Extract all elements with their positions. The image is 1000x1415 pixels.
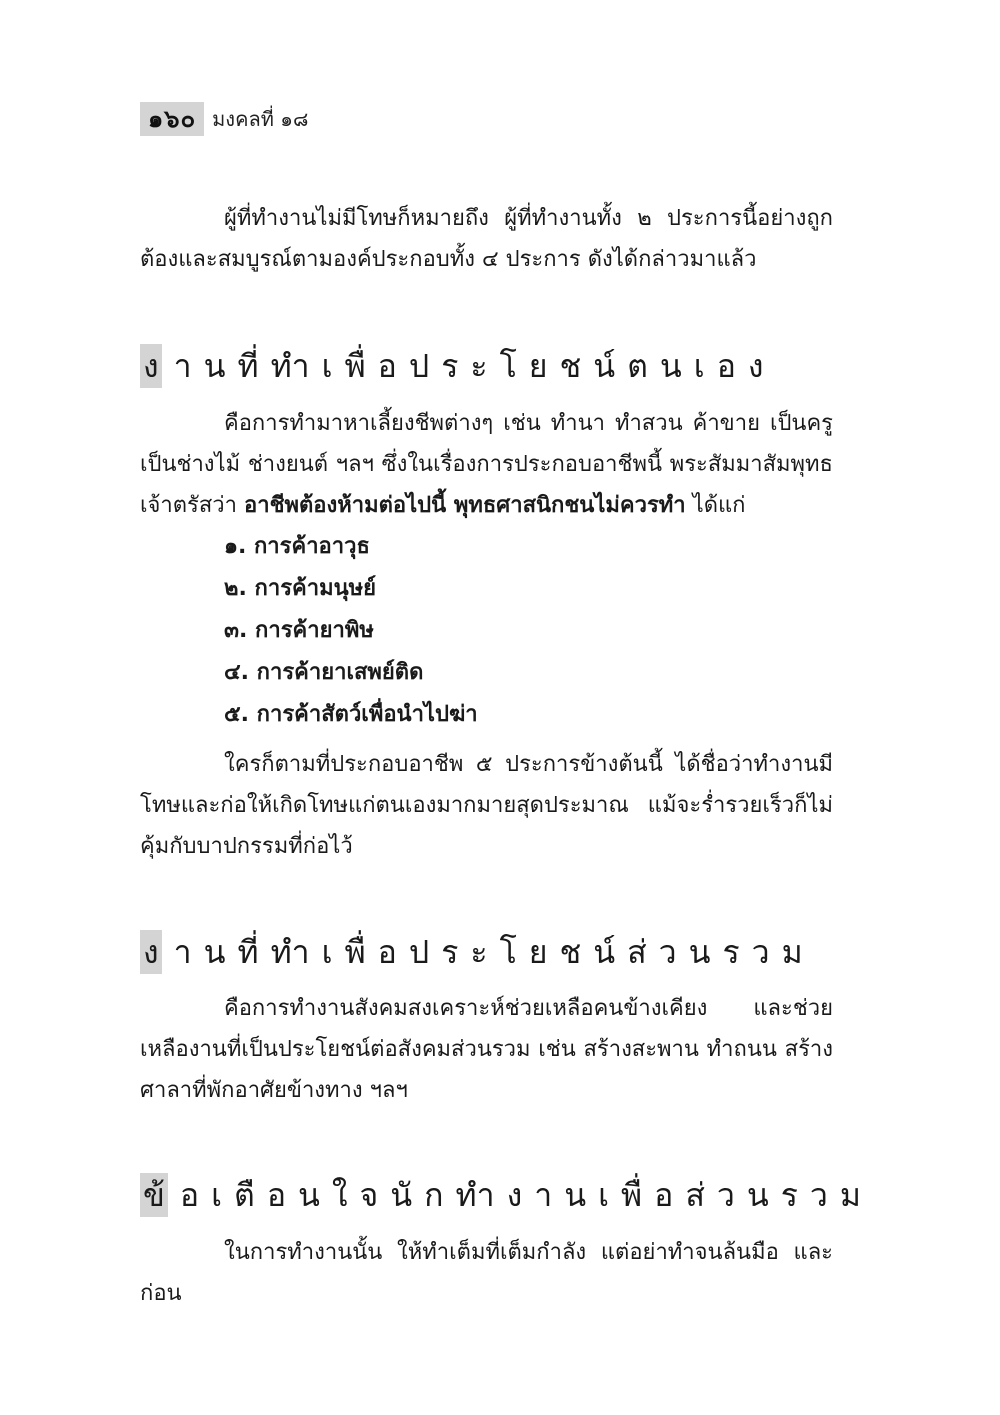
- heading-initial: ข้: [140, 1173, 168, 1217]
- section1-text-bold: อาชีพต้องห้ามต่อไปนี้ พุทธศาสนิกชนไม่ควรทำ: [244, 493, 686, 518]
- page-number: ๑๖๐: [140, 102, 204, 136]
- list-item: ๕. การค้าสัตว์เพื่อนำไปฆ่า: [224, 702, 478, 727]
- heading-text: านที่ทำเพื่อประโยชน์ส่วนรวม: [173, 933, 815, 971]
- section1-closing-paragraph: ใครก็ตามที่ประกอบอาชีพ ๕ ประการข้างต้นนี้ ได้ชื่อว่าทำงานมีโทษและก่อให้เกิดโทษแก่ตนเองมากมายสุดประมาณ แม้จะร่ำรวยเร็วก็ไม่คุ้มกับบาปกรรมที่ก่อไว้: [140, 752, 833, 859]
- page-header: [140, 102, 308, 136]
- section-heading-reminder: [140, 1173, 873, 1217]
- chapter-label: มงคลที่ ๑๘: [212, 107, 309, 131]
- intro-block: [140, 198, 833, 280]
- section-heading-self-benefit: [140, 344, 860, 388]
- section2-paragraph: คือการทำงานสังคมสงเคราะห์ช่วยเหลือคนข้างเคียง และช่วยเหลืองานที่เป็นประโยชน์ต่อสังคมส่วนรวม เช่น สร้างสะพาน ทำถนน สร้างศาลาที่พักอาศัยข้างทาง ฯลฯ: [140, 996, 833, 1103]
- section-heading-public-benefit: [140, 930, 860, 974]
- section1-text-before: คือการทำมาหาเลี้ยงชีพต่างๆ เช่น ทำนา ทำสวน ค้าขาย เป็นครู เป็นช่างไม้ ช่างยนต์ ฯลฯ ซึ่งในเรื่องการประกอบอาชีพนี้ พระสัมมาสัมพุทธเจ้าตรัสว่า: [140, 411, 833, 518]
- section1-body: [140, 403, 833, 526]
- prohibited-trades-list: [224, 526, 824, 736]
- heading-initial: ง: [140, 930, 162, 974]
- list-item: ๓. การค้ายาพิษ: [224, 618, 374, 643]
- heading-text: านที่ทำเพื่อประโยชน์ตนเอง: [173, 347, 776, 385]
- section2-body: [140, 988, 833, 1111]
- section1-closing-block: [140, 744, 833, 867]
- intro-paragraph: ผู้ที่ทำงานไม่มีโทษก็หมายถึง ผู้ที่ทำงานทั้ง ๒ ประการนี้อย่างถูกต้องและสมบูรณ์ตามองค์ประกอบทั้ง ๔ ประการ ดังได้กล่าวมาแล้ว: [140, 206, 833, 272]
- list-item: ๑. การค้าอาวุธ: [224, 534, 370, 559]
- section1-text-after: ได้แก่: [685, 493, 746, 518]
- heading-text: อเตือนใจนักทำงานเพื่อส่วนรวม: [179, 1176, 873, 1214]
- list-item: ๒. การค้ามนุษย์: [224, 576, 377, 601]
- section1-paragraph: [140, 403, 833, 526]
- heading-initial: ง: [140, 344, 162, 388]
- section3-body: [140, 1232, 833, 1314]
- list-item: ๔. การค้ายาเสพย์ติด: [224, 660, 424, 685]
- section3-paragraph: ในการทำงานนั้น ให้ทำเต็มที่เต็มกำลัง แต่อย่าทำจนล้นมือ และก่อน: [140, 1240, 833, 1306]
